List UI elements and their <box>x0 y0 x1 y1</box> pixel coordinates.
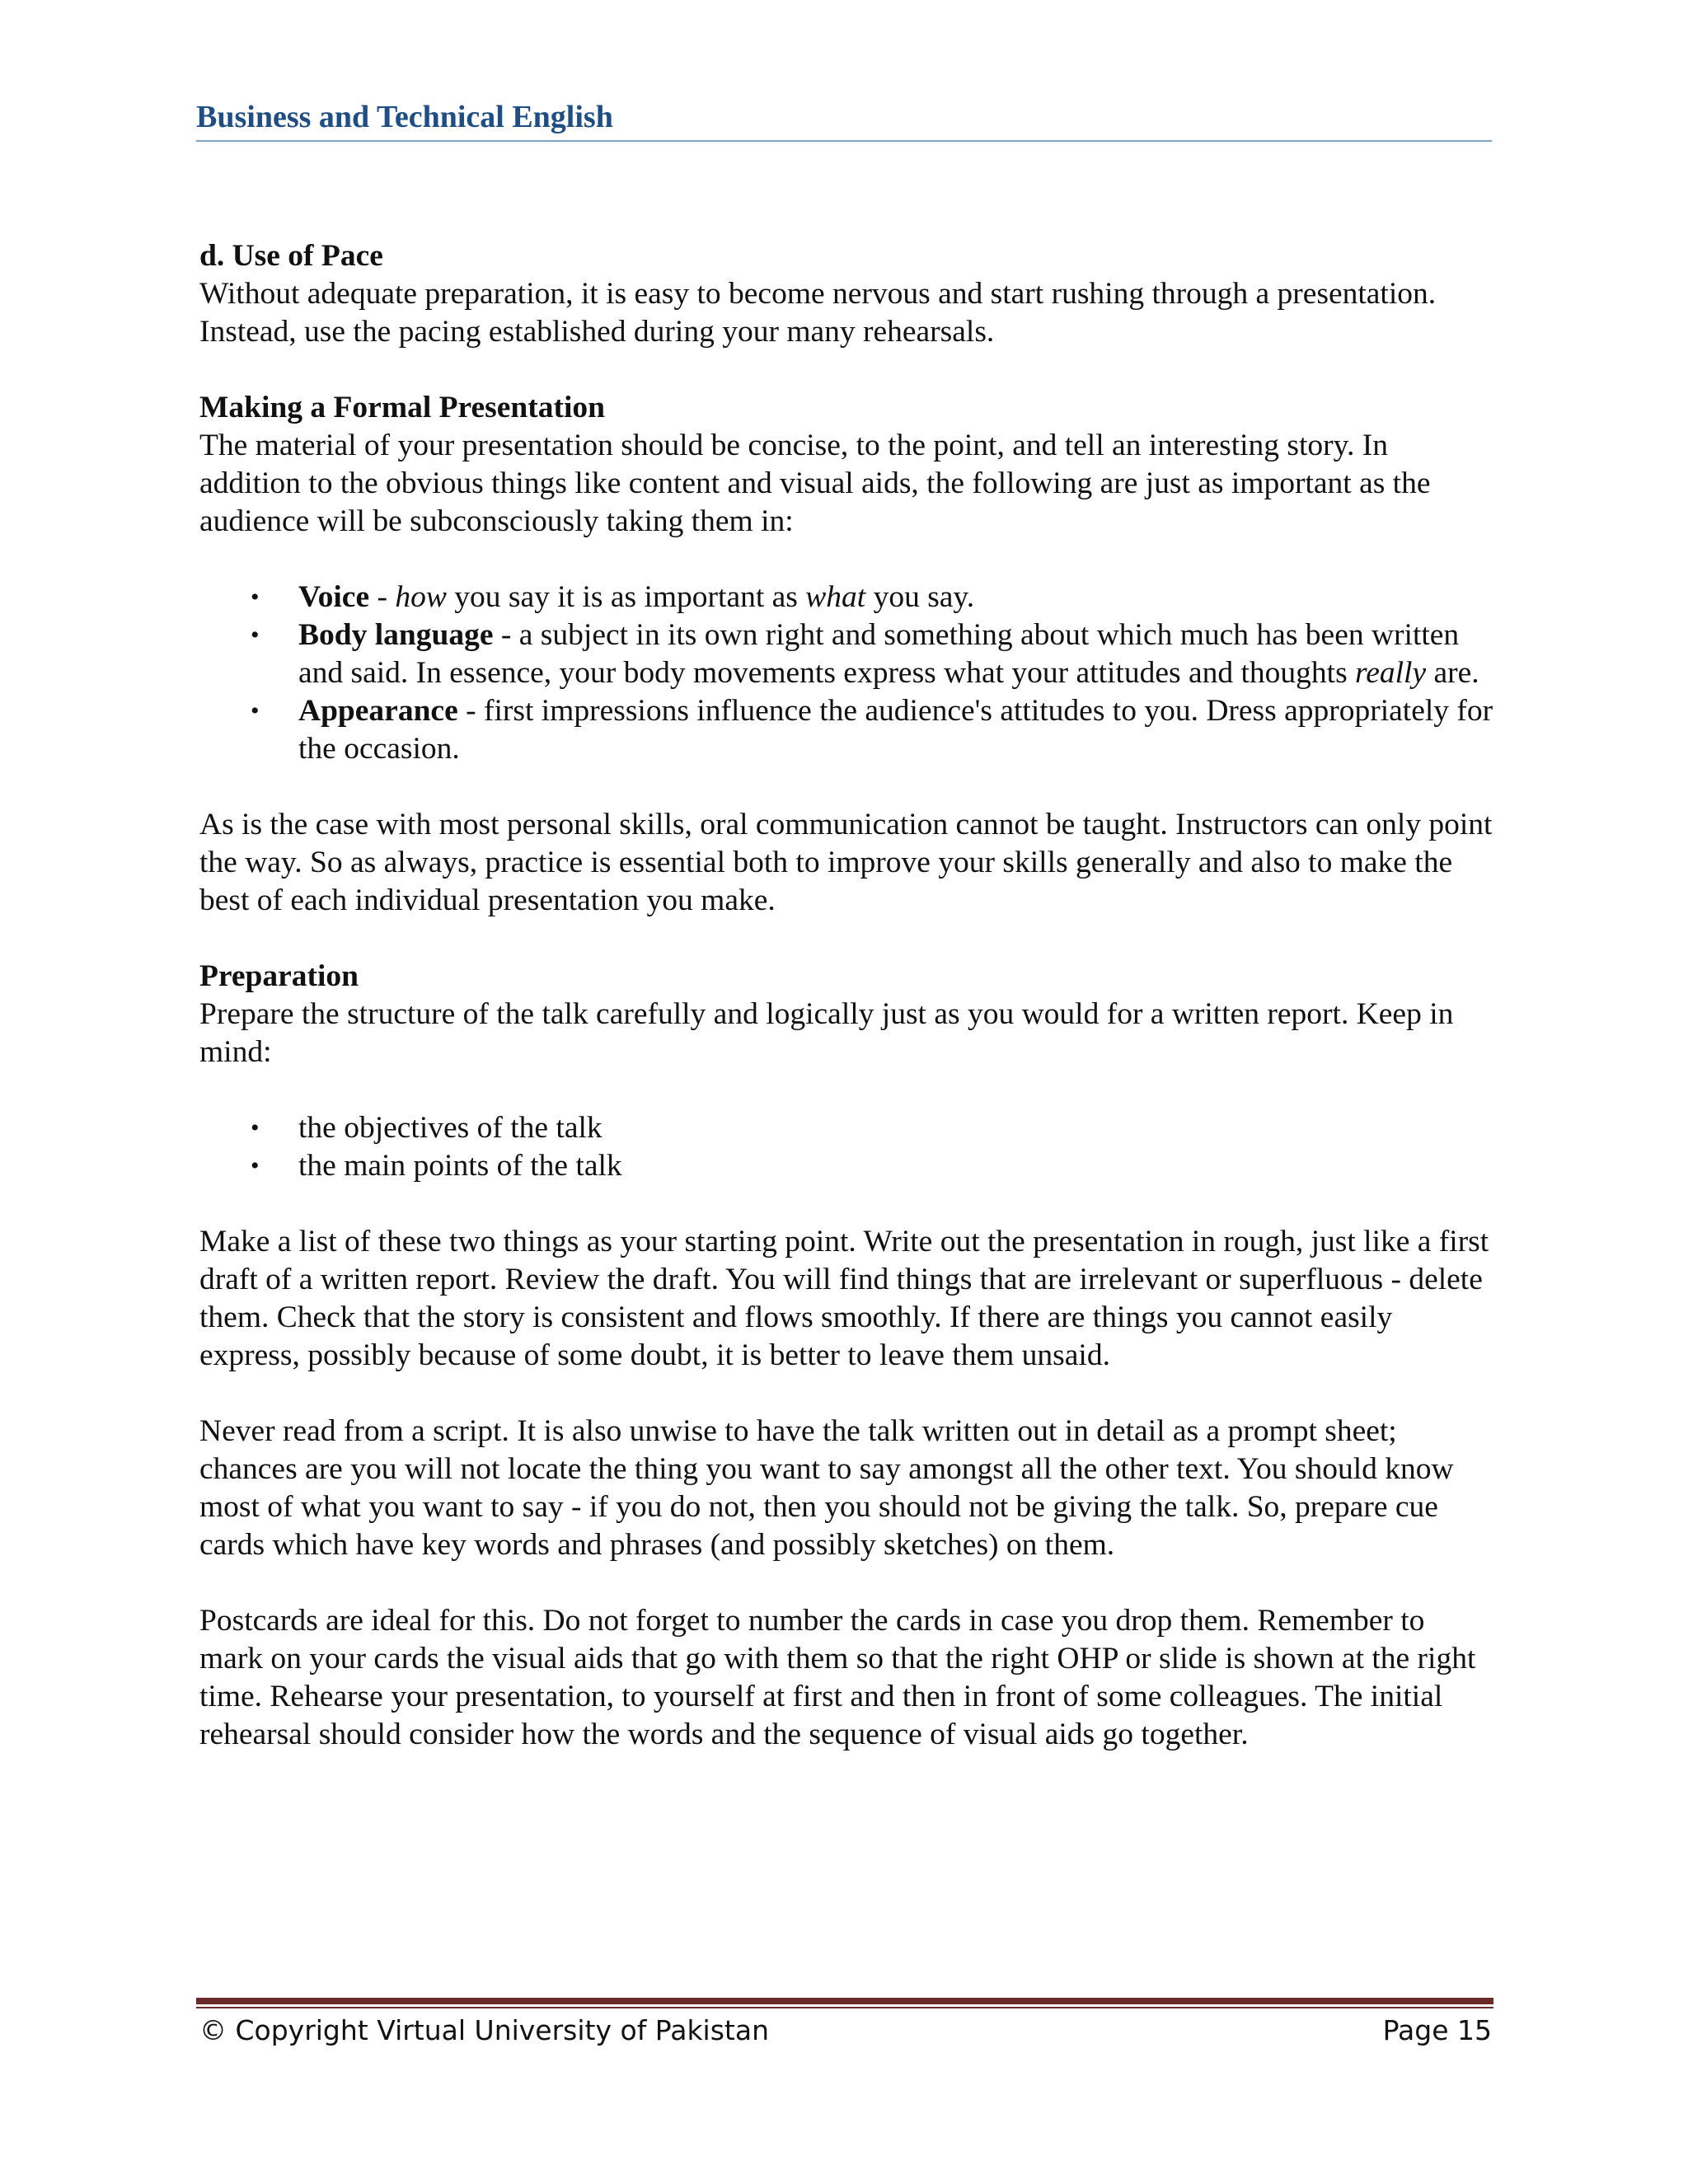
separator: - <box>369 580 396 614</box>
list-item <box>199 579 1493 616</box>
header-title: Business and Technical English <box>196 100 613 134</box>
list-item-text: a subject in its own right and something about which much has been written and said. In essence, your body movements express what your attitudes and thoughts <box>298 618 1460 690</box>
paragraph-block <box>199 806 1493 920</box>
list-item-text: the main points of the talk <box>298 1149 622 1183</box>
list-item <box>199 616 1493 692</box>
bullet-list-keep-in-mind <box>199 1109 1493 1185</box>
section-heading: Preparation <box>199 959 359 993</box>
emphasis: what <box>805 580 866 614</box>
page-number: Page 15 <box>1382 2014 1492 2046</box>
list-item-text: you say. <box>865 580 975 614</box>
bullet-list-presentation-factors <box>199 579 1493 768</box>
list-item-text: first impressions influence the audience's attitudes to you. Dress appropriately for the occasion. <box>298 694 1493 766</box>
separator: - <box>457 694 484 728</box>
section-preparation <box>199 958 1493 1071</box>
separator: - <box>493 618 519 652</box>
paragraph: Never read from a script. It is also unwise to have the talk written out in detail as a prompt sheet; chances are you will not locate the thing you want to say amongst all the other text. You should know most of what you want to say - if you do not, then you should not be giving the talk. So, prepare cue cards which have key words and phrases (and possibly sketches) on them. <box>199 1414 1454 1562</box>
paragraph: The material of your presentation should be concise, to the point, and tell an interesting story. In addition to the obvious things like content and visual aids, the following are just as important as the audience will be subconsciously taking them in: <box>199 429 1431 538</box>
page-content <box>199 237 1493 1792</box>
list-item-term: Appearance <box>298 694 458 728</box>
paragraph: Make a list of these two things as your starting point. Write out the presentation in rough, just like a first draft of a written report. Review the draft. You will find things that are irrelevant or superfluous - delete them. Check that the story is consistent and flows smoothly. If there are things you cannot easily express, possibly because of some doubt, it is better to leave them unsaid. <box>199 1225 1489 1372</box>
copyright-text: © Copyright Virtual University of Pakistan <box>199 2014 769 2046</box>
list-item <box>199 1147 1493 1185</box>
paragraph-block <box>199 1223 1493 1375</box>
paragraph: Without adequate preparation, it is easy to become nervous and start rushing through a presentation. Instead, use the pacing established during your many rehearsals. <box>199 277 1437 349</box>
section-use-of-pace <box>199 237 1493 351</box>
bullet-icon: • <box>251 1114 260 1141</box>
bullet-icon: • <box>251 1152 260 1179</box>
paragraph-block <box>199 1602 1493 1754</box>
bullet-icon: • <box>251 697 260 724</box>
list-item-text: you say it is as important as <box>446 580 806 614</box>
section-heading: d. Use of Pace <box>199 239 383 273</box>
paragraph: Postcards are ideal for this. Do not forget to number the cards in case you drop them. Remember to mark on your cards the visual aids that go with them so that the right OHP or slide is shown at the right time. Rehearse your presentation, to yourself at first and then in front of some colleagues. The initial rehearsal should consider how the words and the sequence of visual aids go together. <box>199 1604 1476 1751</box>
paragraph-block <box>199 1413 1493 1564</box>
paragraph: As is the case with most personal skills, oral communication cannot be taught. Instructors can only point the way. So as always, practice is essential both to improve your skills generally and also to make the best of each individual presentation you make. <box>199 808 1493 917</box>
list-item-term: Voice <box>298 580 370 614</box>
list-item-term: Body language <box>298 618 494 652</box>
emphasis: really <box>1355 656 1427 690</box>
paragraph: Prepare the structure of the talk carefully and logically just as you would for a written report. Keep in mind: <box>199 997 1454 1069</box>
page-header <box>196 99 1492 142</box>
list-item-text: the objectives of the talk <box>298 1111 603 1145</box>
list-item <box>199 1109 1493 1147</box>
footer-divider <box>196 1998 1493 2008</box>
list-item-text: are. <box>1426 656 1479 690</box>
section-formal-presentation <box>199 389 1493 541</box>
emphasis: how <box>395 580 447 614</box>
section-heading: Making a Formal Presentation <box>199 391 605 424</box>
bullet-icon: • <box>251 583 260 611</box>
bullet-icon: • <box>251 621 260 649</box>
list-item <box>199 692 1493 768</box>
